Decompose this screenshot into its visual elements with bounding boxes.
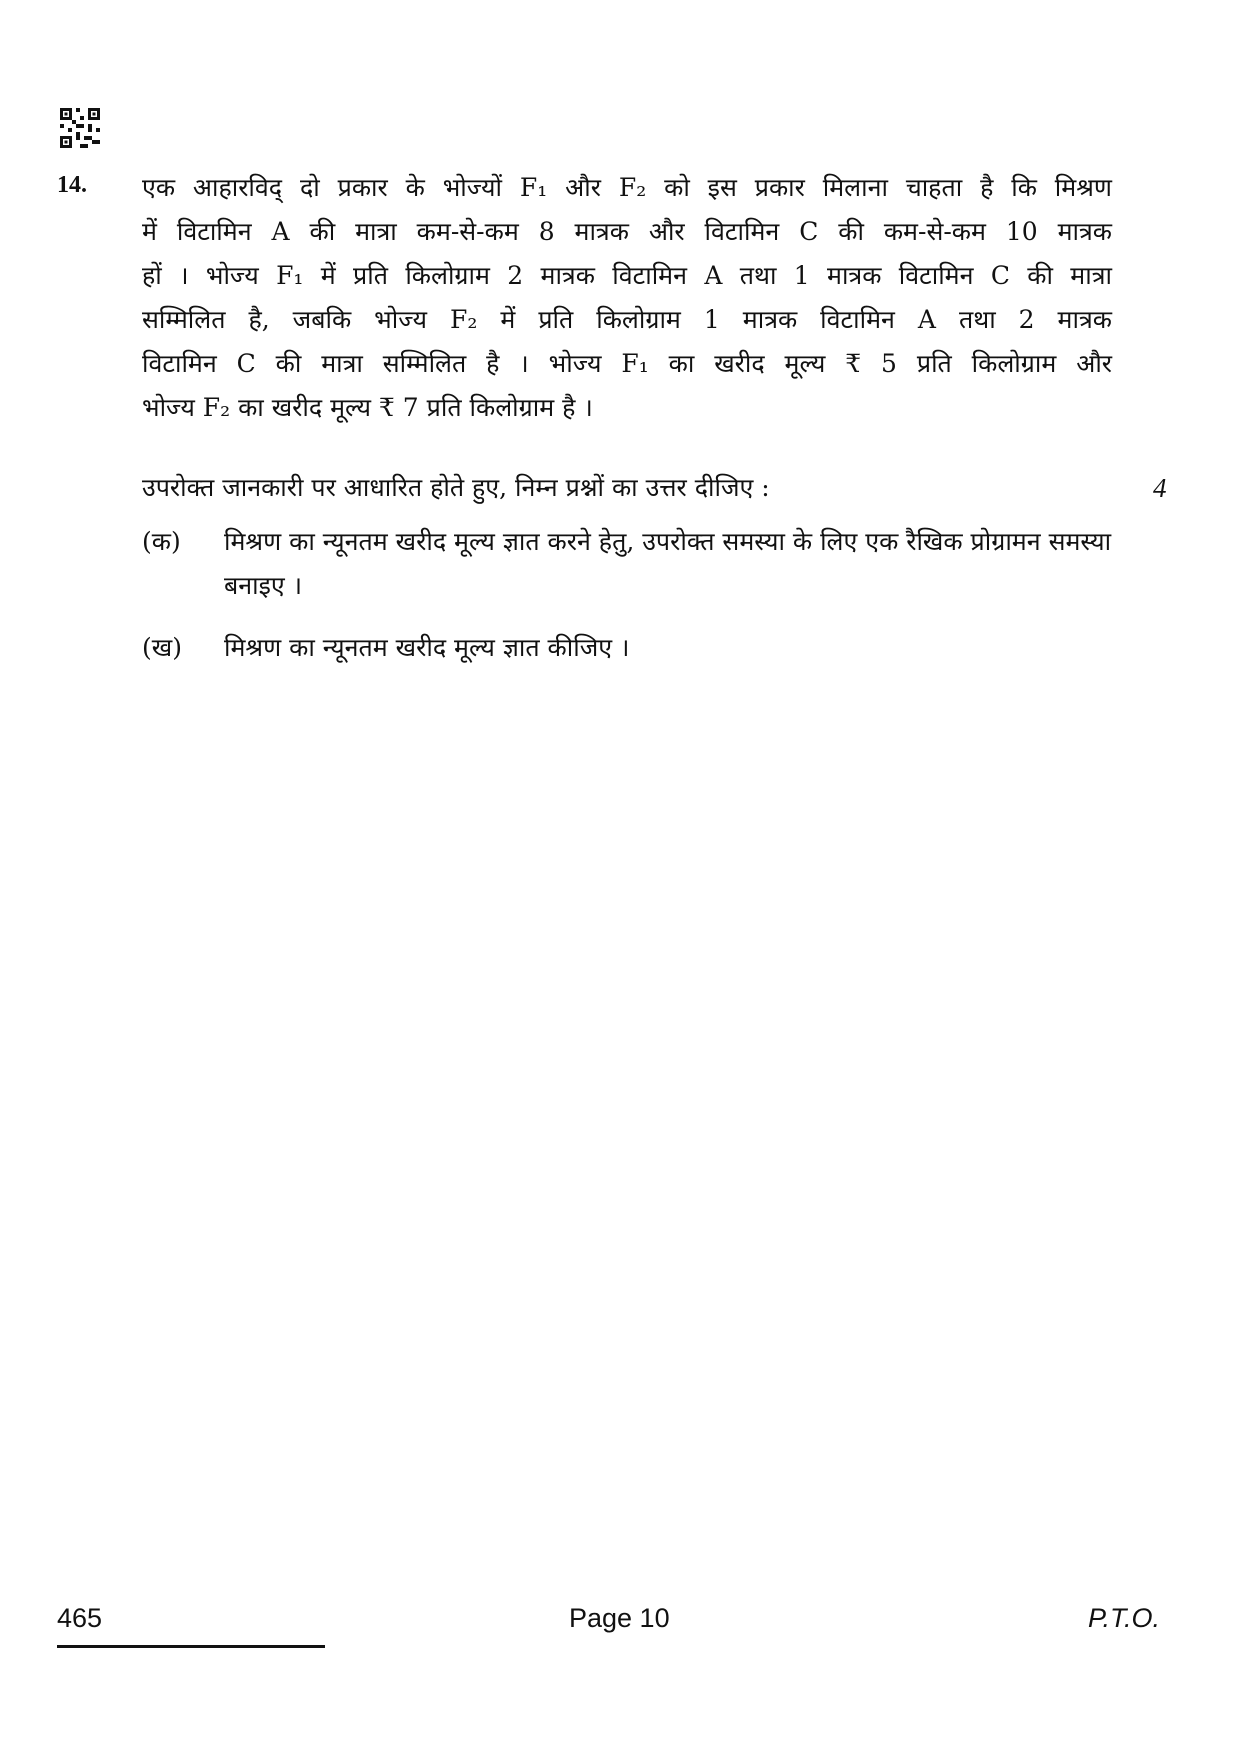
question-number: 14.	[57, 172, 87, 198]
pto-label: P.T.O.	[1088, 1603, 1161, 1633]
question-line: एक आहारविद् दो प्रकार के भोज्यों F₁ और F₂ को इस प्रकार मिलाना चाहता है कि मिश्रण	[142, 173, 1112, 202]
question-line: सम्मिलित है, जबकि भोज्य F₂ में प्रति किलोग्राम 1 मात्रक विटामिन A तथा 2 मात्रक	[142, 305, 1112, 334]
question-line: में विटामिन A की मात्रा कम-से-कम 8 मात्रक और विटामिन C की कम-से-कम 10 मात्रक	[142, 217, 1112, 246]
part-a-label: (क)	[142, 527, 181, 556]
footer-divider	[57, 1645, 325, 1648]
part-b-text: मिश्रण का न्यूनतम खरीद मूल्य ज्ञात कीजिए ।	[224, 633, 630, 662]
marks-value: 4	[1153, 473, 1167, 503]
question-text	[142, 166, 1112, 430]
part-b-label: (ख)	[142, 633, 182, 662]
question-line: भोज्य F₂ का खरीद मूल्य ₹ 7 प्रति किलोग्राम है ।	[142, 393, 593, 422]
part-a-text: मिश्रण का न्यूनतम खरीद मूल्य ज्ञात करने हेतु, उपरोक्त समस्या के लिए एक रैखिक प्रोग्रामन समस्या बनाइए ।	[224, 527, 1112, 600]
paper-code: 465	[57, 1603, 103, 1633]
page-number: Page 10	[569, 1603, 670, 1633]
question-instruction: उपरोक्त जानकारी पर आधारित होते हुए, निम्न प्रश्नों का उत्तर दीजिए :	[142, 473, 770, 502]
qr-code-icon	[60, 108, 100, 148]
question-line: विटामिन C की मात्रा सम्मिलित है । भोज्य F₁ का खरीद मूल्य ₹ 5 प्रति किलोग्राम और	[142, 349, 1112, 378]
question-line: हों । भोज्य F₁ में प्रति किलोग्राम 2 मात्रक विटामिन A तथा 1 मात्रक विटामिन C की मात्रा	[142, 261, 1112, 290]
